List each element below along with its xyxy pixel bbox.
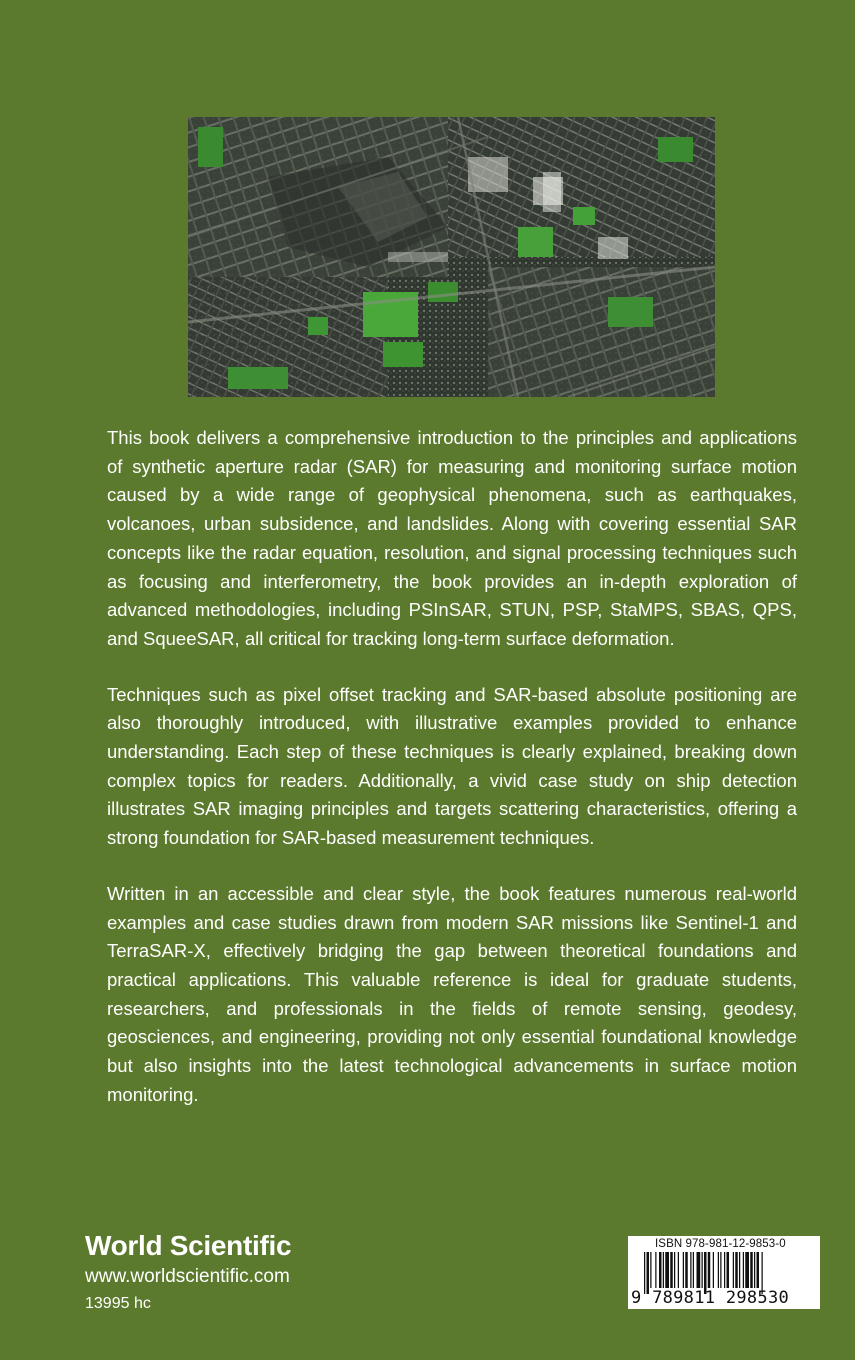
barcode-bar <box>745 1252 749 1288</box>
barcode-bar <box>754 1252 755 1288</box>
barcode-bar <box>674 1252 675 1288</box>
barcode-bar <box>735 1252 738 1288</box>
blurb-paragraph: This book delivers a comprehensive introduction to the principles and applications of synthetic aperture radar (SAR) for measuring and monitoring surface motion caused by a wide range of geophysical phenomena, such as earthquakes, volcanoes, urban subsidence, and landslides. Along with covering essential SAR concepts like the radar equation, resolution, and signal processing techniques such as focusing and interferometry, the book provides an in-depth exploration of advanced methodologies, including PSInSAR, STUN, PSP, StaMPS, SBAS, QPS, and SqueeSAR, all critical for tracking long-term surface deformation. <box>107 427 797 649</box>
barcode-bar <box>718 1252 719 1288</box>
barcode-bar <box>702 1252 703 1288</box>
barcode-bar <box>713 1252 714 1288</box>
barcode-bar <box>683 1252 684 1288</box>
barcode-bar <box>720 1252 721 1288</box>
barcode-bar <box>663 1252 664 1288</box>
blurb-paragraph: Techniques such as pixel offset tracking and SAR-based absolute positioning are also thoroughly introduced, with illustrative examples provided to enhance understanding. Each step of these techniques is clearly explained, breaking down complex topics for readers. Additionally, a vivid case study on ship detection illustrates SAR imaging principles and targets scattering characteristics, offering a strong foundation for SAR-based measurement techniques. <box>107 683 797 849</box>
isbn-label: ISBN 978-981-12-9853-0 <box>655 1238 786 1250</box>
barcode-bar <box>665 1252 669 1288</box>
barcode-bar <box>650 1252 651 1288</box>
barcode-bar <box>685 1252 688 1288</box>
isbn-barcode <box>628 1236 820 1309</box>
barcode-digits: 9 789811 298530 <box>631 1288 790 1308</box>
barcode-bar <box>693 1252 694 1288</box>
barcode-bar <box>724 1252 725 1288</box>
barcode-bar <box>708 1252 711 1288</box>
barcode-bar <box>655 1252 656 1288</box>
barcode-bar <box>743 1252 744 1288</box>
catalog-code: 13995 hc <box>85 1295 151 1312</box>
publisher-block <box>85 1230 405 1316</box>
publisher-url[interactable]: www.worldscientific.com <box>85 1266 290 1287</box>
blurb-paragraph: Written in an accessible and clear style, the book features numerous real-world examples and case studies drawn from modern SAR missions like Sentinel-1 and TerraSAR-X, effectively bridging the gap between theoretical foundations and practical applications. This valuable reference is ideal for graduate students, researchers, and professionals in the fields of remote sensing, geodesy, geosciences, and engineering, providing not only essential foundational knowledge but also insights into the latest technological advancements in surface motion monitoring. <box>107 882 797 1105</box>
back-cover-blurb <box>107 424 797 1136</box>
barcode-bar <box>659 1252 662 1288</box>
barcode-bar <box>733 1252 734 1288</box>
barcode-bar <box>670 1252 673 1288</box>
barcode-bar <box>727 1252 730 1288</box>
cover-satellite-image <box>188 117 715 397</box>
barcode-bar <box>739 1252 740 1288</box>
barcode-bar <box>697 1252 701 1288</box>
barcode-bar <box>678 1252 679 1288</box>
sar-urban-image <box>188 117 715 397</box>
barcode-bar <box>750 1252 753 1288</box>
barcode-bar <box>757 1252 760 1288</box>
barcode-bar <box>690 1252 691 1288</box>
publisher-name: World Scientific <box>85 1230 292 1261</box>
